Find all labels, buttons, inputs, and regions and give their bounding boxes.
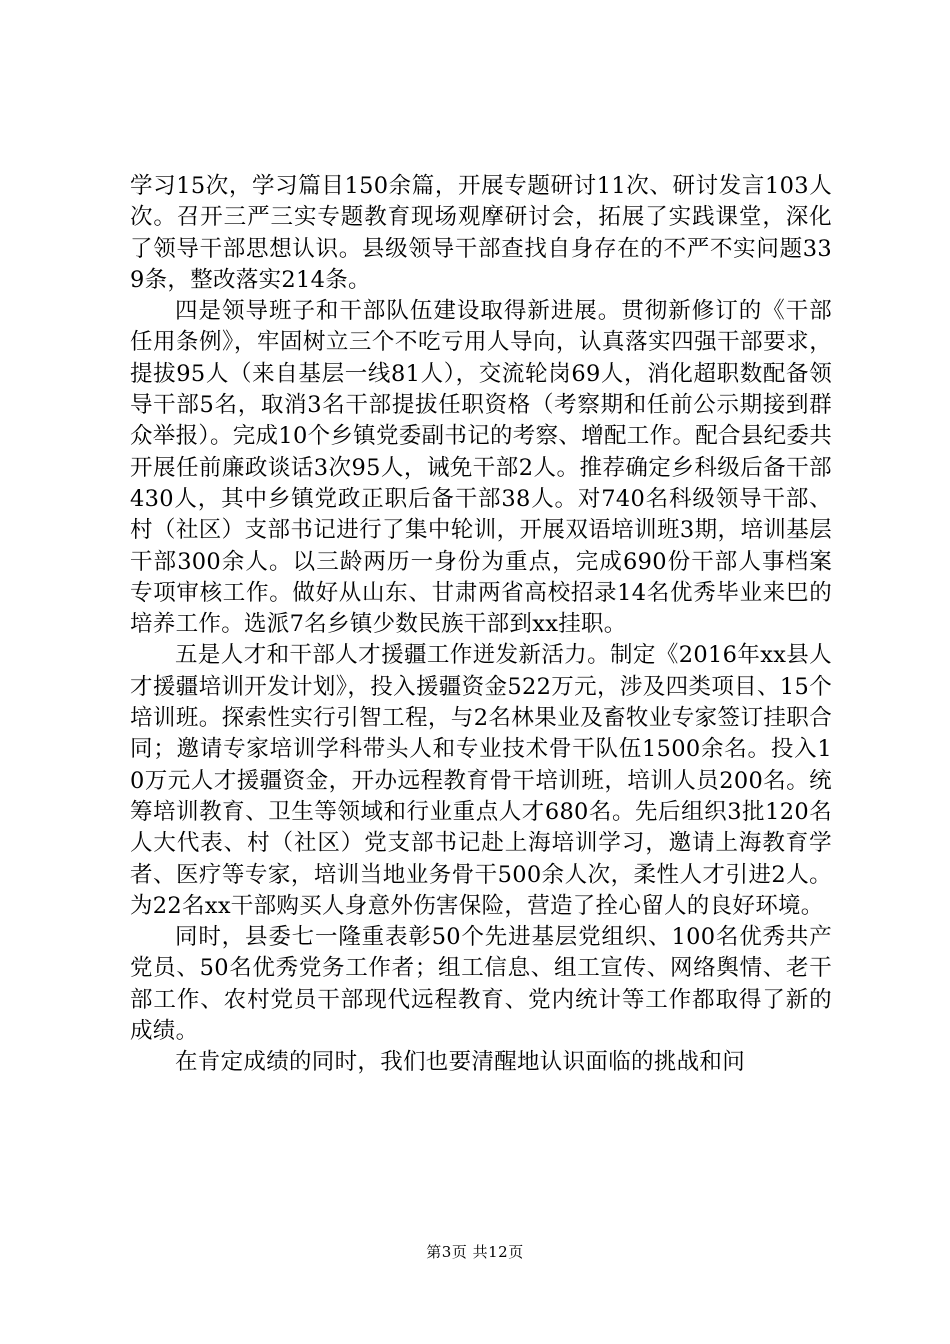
document-body bbox=[130, 171, 832, 1079]
paragraph-talent-aid: 五是人才和干部人才援疆工作迸发新活力。制定《2016年xx县人才援疆培训开发计划》，投入援疆资金522万元，涉及四类项目、15个培训班。探索性实行引智工程，与2名林果业及畜牧业专家签订挂职合同；邀请专家培训学科带头人和专业技术骨干队伍1500余名。投入10万元人才援疆资金，开办远程教育骨干培训班，培训人员200名。统筹培训教育、卫生等领域和行业重点人才680名。先后组织3批120名人大代表、村（社区）党支部书记赴上海培训学习，邀请上海教育学者、医疗等专家，培训当地业务骨干500余人次，柔性人才引进2人。为22名xx干部购买人身意外伤害保险，营造了拴心留人的良好环境。 bbox=[130, 642, 832, 919]
paragraph-challenges: 在肯定成绩的同时，我们也要清醒地认识面临的挑战和问 bbox=[175, 1049, 746, 1076]
page-number-footer: 第3页 共12页 bbox=[426, 1243, 524, 1261]
paragraph-leadership-building: 四是领导班子和干部队伍建设取得新进展。贯彻新修订的《干部任用条例》，牢固树立三个不吃亏用人导向，认真落实四强干部要求，提拔95人（来自基层一线81人），交流轮岗69人，消化超职数配备领导干部5名，取消3名干部提拔任职资格（考察期和任前公示期接到群众举报）。完成10个乡镇党委副书记的考察、增配工作。配合县纪委共开展任前廉政谈话3次95人，诫免干部2人。推荐确定乡科级后备干部430人，其中乡镇党政正职后备干部38人。对740名科级领导干部、村（社区）支部书记进行了集中轮训，开展双语培训班3期，培训基层干部300余人。以三龄两历一身份为重点，完成690份干部人事档案专项审核工作。做好从山东、甘肃两省高校招录14名优秀毕业来巴的培养工作。选派7名乡镇少数民族干部到xx挂职。 bbox=[130, 298, 832, 638]
paragraph-commendation: 同时，县委七一隆重表彰50个先进基层党组织、100名优秀共产党员、50名优秀党务工作者；组工信息、组工宣传、网络舆情、老干部工作、农村党员干部现代远程教育、党内统计等工作都取得了新的成绩。 bbox=[130, 924, 832, 1045]
paragraph-study-summary: 学习15次，学习篇目150余篇，开展专题研讨11次、研讨发言103人次。召开三严三实专题教育现场观摩研讨会，拓展了实践课堂，深化了领导干部思想认识。县级领导干部查找自身存在的不严不实问题339条，整改落实214条。 bbox=[130, 173, 832, 293]
